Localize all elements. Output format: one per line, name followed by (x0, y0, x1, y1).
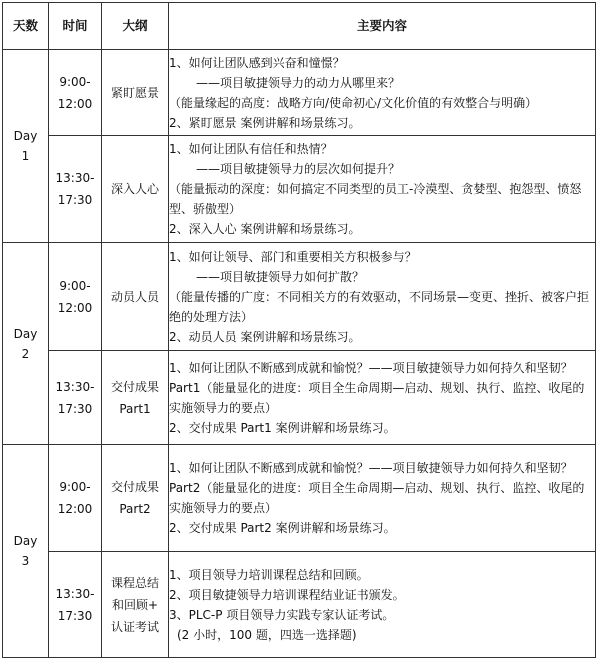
day-1-cell (3, 50, 49, 243)
day-label: Day (13, 326, 38, 341)
outline-cell: 深入人心 (102, 136, 169, 243)
content-cell: 1、如何让团队感到兴奋和憧憬？ ——项目敏捷领导力的动力从哪里来？ （能量缘起的高度：战略方向/使命初心/文化价值的有效整合与明确） 2、紧盯愿景 案例讲解和场景练习。 (169, 50, 596, 136)
day-label: Day (13, 129, 38, 143)
content-cell: 1、如何让团队不断感到成就和愉悦？——项目敏捷领导力如何持久和坚韧？ Part2（能量显化的进度：项目全生命周期—启动、规划、执行、监控、收尾的实施领导力的要点） 2、交付成果 Part2 案例讲解和场景练习。 (169, 445, 596, 552)
day-2-cell (3, 243, 49, 445)
day-3-cell (3, 445, 49, 658)
day-number: 2 (21, 346, 30, 361)
time-cell: 9:00- 12:00 (49, 445, 102, 552)
outline-cell: 动员人员 (102, 243, 169, 351)
time-cell: 9:00- 12:00 (49, 50, 102, 136)
time-cell: 13:30- 17:30 (49, 136, 102, 243)
outline-cell: 交付成果 Part1 (102, 351, 169, 445)
header-outline: 大纲 (102, 3, 169, 50)
header-content: 主要内容 (169, 3, 596, 50)
outline-cell: 课程总结 和回顾+ 认证考试 (102, 552, 169, 658)
header-time: 时间 (49, 3, 102, 50)
day-number: 3 (21, 554, 30, 568)
outline-cell: 紧盯愿景 (102, 50, 169, 136)
time-cell: 13:30- 17:30 (49, 351, 102, 445)
table-row (3, 552, 596, 658)
table-row (3, 50, 596, 136)
time-cell: 13:30- 17:30 (49, 552, 102, 658)
content-cell: 1、如何让团队不断感到成就和愉悦？——项目敏捷领导力如何持久和坚韧？ Part1（能量显化的进度：项目全生命周期—启动、规划、执行、监控、收尾的实施领导力的要点） 2、交付成果 Part1 案例讲解和场景练习。 (169, 351, 596, 445)
day-label: Day (13, 534, 38, 548)
content-cell: 1、项目领导力培训课程总结和回顾。 2、项目敏捷领导力培训课程结业证书颁发。 3、PLC-P 项目领导力实践专家认证考试。 (2 小时，100 题，四选一选择题) (169, 552, 596, 658)
header-row (3, 3, 596, 50)
outline-cell: 交付成果 Part2 (102, 445, 169, 552)
header-day: 天数 (3, 3, 49, 50)
table-row (3, 136, 596, 243)
table-row (3, 243, 596, 351)
course-schedule-table (2, 2, 596, 658)
time-cell: 9:00- 12:00 (49, 243, 102, 351)
table-row (3, 351, 596, 445)
day-number: 1 (21, 149, 30, 163)
table-row (3, 445, 596, 552)
content-cell: 1、如何让领导、部门和重要相关方积极参与？ ——项目敏捷领导力如何扩散？ （能量传播的广度：不同相关方的有效驱动，不同场景—变更、挫折、被客户拒绝的处理方法） 2、动员人员 案例讲解和场景练习。 (169, 243, 596, 351)
content-cell: 1、如何让团队有信任和热情？ ——项目敏捷领导力的层次如何提升？ （能量振动的深度：如何搞定不同类型的员工-冷漠型、贪婪型、抱怨型、愤怒型、骄傲型） 2、深入人心 案例讲解和场景练习。 (169, 136, 596, 243)
